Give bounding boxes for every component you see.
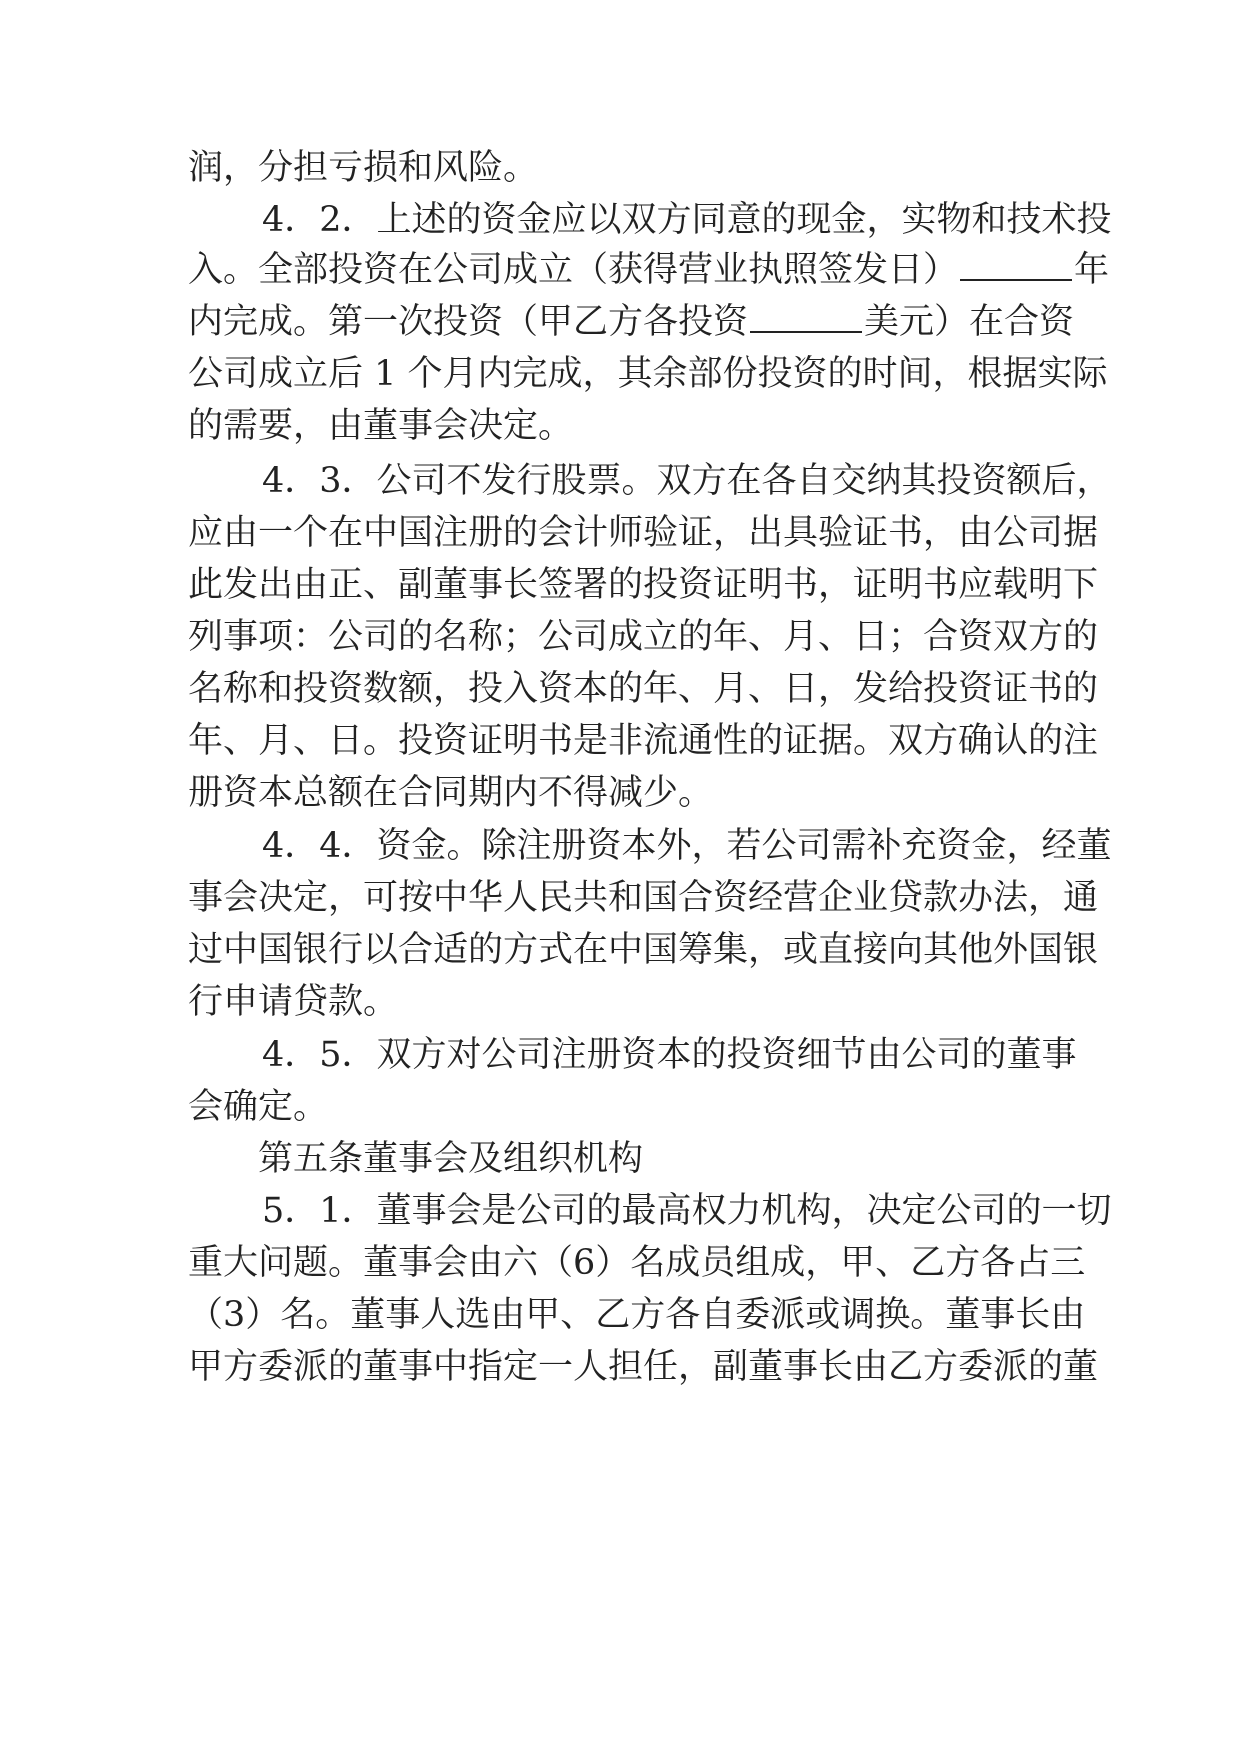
fill-in-blank bbox=[750, 301, 862, 333]
paragraph-line: 此发出由正、副董事长签署的投资证明书，证明书应载明下 bbox=[188, 565, 1099, 605]
text-span: 入。全部投资在公司成立（获得营业执照签发日） bbox=[188, 250, 959, 290]
paragraph-line: 事会决定，可按中华人民共和国合资经营企业贷款办法，通 bbox=[188, 878, 1099, 918]
paragraph-line: 列事项：公司的名称；公司成立的年、月、日；合资双方的 bbox=[188, 617, 1099, 657]
paragraph-line bbox=[188, 299, 1075, 345]
paragraph-line: 重大问题。董事会由六（6）名成员组成，甲、乙方各占三 bbox=[188, 1243, 1086, 1283]
paragraph-line: 册资本总额在合同期内不得减少。 bbox=[188, 773, 714, 813]
paragraph-line: 5．1．董事会是公司的最高权力机构，决定公司的一切 bbox=[262, 1191, 1112, 1231]
paragraph-line: 年、月、日。投资证明书是非流通性的证据。双方确认的注 bbox=[188, 721, 1099, 761]
paragraph-line: 行申请贷款。 bbox=[188, 982, 399, 1022]
paragraph-line: 甲方委派的董事中指定一人担任，副董事长由乙方委派的董 bbox=[188, 1347, 1099, 1387]
paragraph-line: 4．3．公司不发行股票。双方在各自交纳其投资额后， bbox=[262, 461, 1112, 501]
paragraph-line: 公司成立后 1 个月内完成，其余部份投资的时间，根据实际 bbox=[188, 354, 1108, 394]
paragraph-line: 4．4．资金。除注册资本外，若公司需补充资金，经董 bbox=[262, 826, 1112, 866]
paragraph-line: 4．2．上述的资金应以双方同意的现金，实物和技术投 bbox=[262, 200, 1112, 240]
paragraph-line: 过中国银行以合适的方式在中国筹集，或直接向其他外国银 bbox=[188, 930, 1099, 970]
section-heading: 第五条董事会及组织机构 bbox=[258, 1139, 644, 1179]
paragraph-line: 名称和投资数额，投入资本的年、月、日，发给投资证书的 bbox=[188, 669, 1099, 709]
fill-in-blank bbox=[960, 249, 1072, 281]
paragraph-line: 4．5．双方对公司注册资本的投资细节由公司的董事 bbox=[262, 1035, 1077, 1075]
text-span: 年 bbox=[1074, 250, 1110, 290]
paragraph-line: 应由一个在中国注册的会计师验证，出具验证书，由公司据 bbox=[188, 513, 1099, 553]
paragraph-line: 润，分担亏损和风险。 bbox=[188, 148, 539, 188]
paragraph-line: 会确定。 bbox=[188, 1087, 329, 1127]
paragraph-line bbox=[188, 247, 1110, 293]
paragraph-line: （3）名。董事人选由甲、乙方各自委派或调换。董事长由 bbox=[188, 1295, 1086, 1335]
text-span: 内完成。第一次投资（甲乙方各投资 bbox=[188, 302, 749, 342]
paragraph-line: 的需要，由董事会决定。 bbox=[188, 406, 574, 446]
text-span: 美元）在合资 bbox=[864, 302, 1075, 342]
